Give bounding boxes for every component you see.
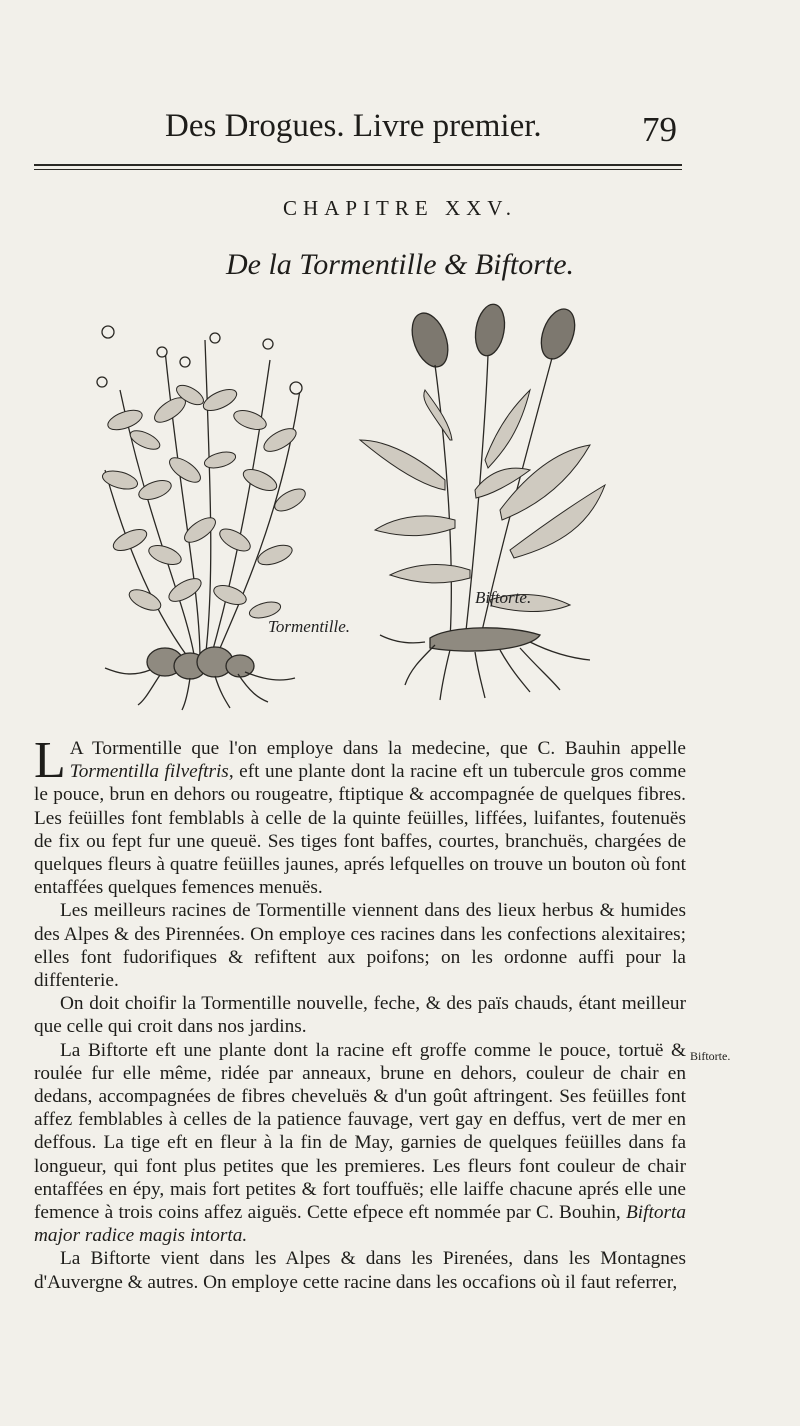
- chapter-title: De la Tormentille & Biftorte.: [225, 248, 575, 281]
- text-segment: On doit choifir la Tormentille nouvelle, feche, & des païs chauds, étant meilleur que celle qui croit dans nos jardins.: [34, 993, 686, 1038]
- page-number: 79: [642, 110, 677, 149]
- bistort-plant: [360, 302, 605, 700]
- tormentil-label: Tormentille.: [268, 617, 351, 636]
- scientific-name: Tormentilla filveftris: [69, 761, 229, 783]
- text-segment: La Biftorte eft une plante dont la racine eft groffe comme le pouce, tortuë & roulée fur elle même, ridée par anneaux, brune en dehors, couleur de chair en dedans, accompagnées de fibres cheveluës & d'un goût aftringent. Ses feüilles font affez femblables à celles de la patience fauvage, vert gay en deffus, vert de mer en deffous. La tige eft en fleur à la fin de May, garnies de quelques feüilles dans fa longueur, qui font plus petites que les premieres. Les fleurs font couleur de chair entaffées en épy, mais fort petites & fort touffuës; elle laiffe chacune aprés elle une femence à trois coins affez aiguës. Cette efpece eft nommée par C. Bouhin,: [34, 1039, 686, 1224]
- body-text: [34, 732, 686, 1294]
- paragraph-4: [34, 1039, 686, 1248]
- header-rule: [34, 164, 682, 166]
- text-segment: Les meilleurs racines de Tormentille viennent dans des lieux herbus & humides des Alpes & des Pirennées. On employe ces racines dans les confections alexitaires; elles font fudorifiques & refiftent aux poifons; on les ordonne auffi pour la diffenterie.: [34, 900, 686, 992]
- paragraph-3: [34, 992, 686, 1038]
- paragraph-5: [34, 1247, 686, 1293]
- header-rule-thin: [34, 169, 682, 170]
- paragraph-2: [34, 899, 686, 992]
- drop-cap: L: [34, 732, 66, 789]
- chapter-heading: CHAPITRE XXV.: [283, 196, 517, 220]
- tormentil-plant: [97, 326, 309, 710]
- margin-note: Biftorte.: [690, 1049, 731, 1063]
- running-title: Des Drogues. Livre premier.: [165, 108, 542, 144]
- scientific-name: Biftorta major radice magis intorta.: [34, 1202, 686, 1247]
- text-segment: La Biftorte vient dans les Alpes & dans les Pirenées, dans les Montagnes d'Auvergne & autres. On employe cette racine dans les occafions où il faut referrer,: [34, 1248, 686, 1293]
- bistort-label: Biftorte.: [475, 588, 532, 607]
- paragraph-1: [34, 732, 686, 899]
- text-segment: A Tormentille que l'on employe dans la medecine, que C. Bauhin appelle: [69, 738, 686, 759]
- botanical-illustration: [90, 300, 630, 720]
- text-segment: , eft une plante dont la racine eft un tubercule gros comme le pouce, brun en dehors ou rougeatre, ftiptique & accompagnée de quelques fibres. Les feüilles font femblabls à celle de la quinte feüilles, liffées, luifantes, foutenuës de fix ou fept fur une queuë. Ses tiges font baffes, courtes, branchuës, chargées de quelques fleurs à quatre feüilles jaunes, aprés lefquelles on trouve un bouton où font entaffées quelques femences menuës.: [34, 761, 686, 899]
